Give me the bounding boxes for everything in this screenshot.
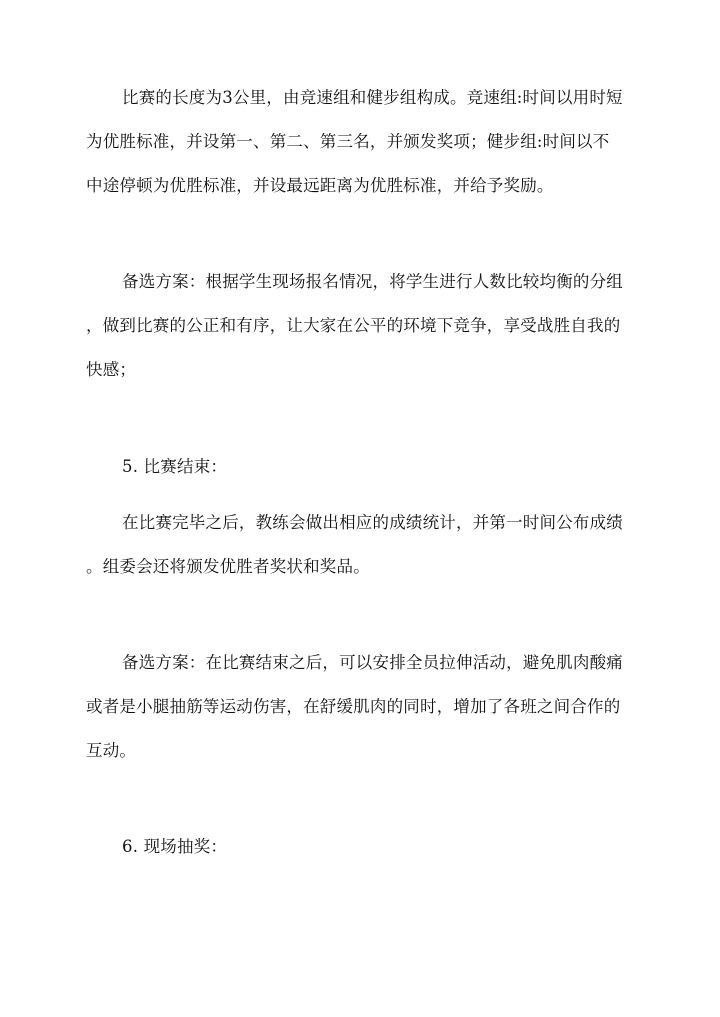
paragraph-race-format-line-3: 中途停顿为优胜标准，并设最远距离为优胜标准，并给予奖励。 xyxy=(86,176,554,195)
paragraph-race-format-line-1: 比赛的长度为3公里，由竞速组和健步组构成。竞速组:时间以用时短 xyxy=(122,88,623,107)
paragraph-race-format-line-2: 为优胜标准，并设第一、第二、第三名，并颁发奖项；健步组:时间以不 xyxy=(86,132,610,151)
paragraph-alternative-plan-1-line-1: 备选方案：根据学生现场报名情况，将学生进行人数比较均衡的分组 xyxy=(122,272,623,291)
paragraph-alternative-plan-2-line-1: 备选方案：在比赛结束之后，可以安排全员拉伸活动，避免肌肉酸痛 xyxy=(122,653,623,672)
paragraph-alternative-plan-2-line-3: 互动。 xyxy=(86,741,137,760)
paragraph-race-end-line-2: 。组委会还将颁发优胜者奖状和奖品。 xyxy=(86,557,370,576)
paragraph-alternative-plan-1-line-3: 快感； xyxy=(86,360,137,379)
paragraph-race-end-line-1: 在比赛完毕之后，教练会做出相应的成绩统计，并第一时间公布成绩 xyxy=(122,513,623,532)
paragraph-alternative-plan-1-line-2: ，做到比赛的公正和有序，让大家在公平的环境下竞争，享受战胜自我的 xyxy=(86,316,621,335)
section-6-heading: 6. 现场抽奖： xyxy=(122,837,228,856)
section-5-heading: 5. 比赛结束： xyxy=(122,457,228,476)
paragraph-alternative-plan-2-line-2: 或者是小腿抽筋等运动伤害，在舒缓肌肉的同时，增加了各班之间合作的 xyxy=(86,697,621,716)
